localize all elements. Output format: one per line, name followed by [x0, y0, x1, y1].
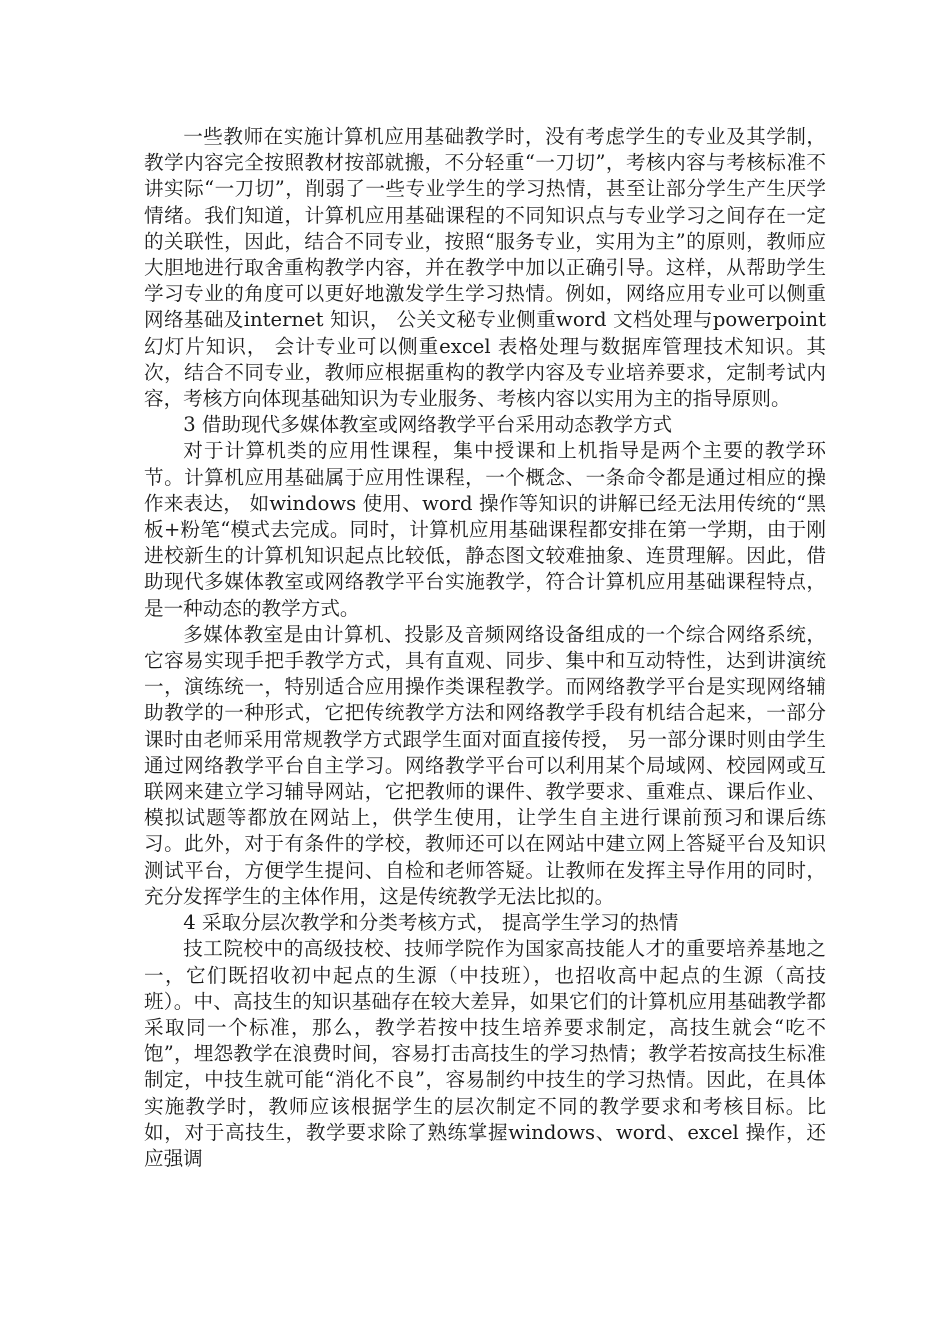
- paragraph: 多媒体教室是由计算机、投影及音频网络设备组成的一个综合网络系统，它容易实现手把手教学方式，具有直观、同步、集中和互动特性，达到讲演统一，演练统一，特别适合应用操作类课程教学。而网络教学平台是实现网络辅助教学的一种形式，它把传统教学方法和网络教学手段有机结合起来，一部分课时由老师采用常规教学方式跟学生面对面直接传授， 另一部分课时则由学生通过网络教学平台自主学习。网络教学平台可以利用某个局域网、校园网或互联网来建立学习辅导网站，它把教师的课件、教学要求、重难点、课后作业、模拟试题等都放在网站上，供学生使用，让学生自主进行课前预习和课后练习。此外，对于有条件的学校，教师还可以在网站中建立网上答疑平台及知识测试平台，方便学生提问、自检和老师答疑。让教师在发挥主导作用的同时，充分发挥学生的主体作用，这是传统教学无法比拟的。: [144, 622, 826, 908]
- document-body: [144, 124, 826, 1172]
- paragraph: 对于计算机类的应用性课程，集中授课和上机指导是两个主要的教学环节。计算机应用基础属于应用性课程，一个概念、一条命令都是通过相应的操作来表达， 如windows 使用、word 操作等知识的讲解已经无法用传统的“黑板+粉笔“模式去完成。同时，计算机应用基础课程都安排在第一学期，由于刚进校新生的计算机知识起点比较低，静态图文较难抽象、连贯理解。因此，借助现代多媒体教室或网络教学平台实施教学，符合计算机应用基础课程特点，是一种动态的教学方式。: [144, 439, 826, 620]
- section-heading: 4 采取分层次教学和分类考核方式， 提高学生学习的热情: [183, 911, 679, 935]
- paragraph: 技工院校中的高级技校、技师学院作为国家高技能人才的重要培养基地之一，它们既招收初中起点的生源（中技班），也招收高中起点的生源（高技班）。中、高技生的知识基础存在较大差异，如果它们的计算机应用基础教学都采取同一个标准，那么，教学若按中技生培养要求制定，高技生就会“吃不饱”，埋怨教学在浪费时间，容易打击高技生的学习热情；教学若按高技生标准制定，中技生就可能“消化不良”，容易制约中技生的学习热情。因此，在具体实施教学时，教师应该根据学生的层次制定不同的教学要求和考核目标。比如，对于高技生，教学要求除了熟练掌握windows、word、excel 操作，还应强调: [144, 937, 826, 1170]
- paragraph: 一些教师在实施计算机应用基础教学时，没有考虑学生的专业及其学制，教学内容完全按照教材按部就搬，不分轻重“一刀切”，考核内容与考核标准不讲实际“一刀切”，削弱了一些专业学生的学习热情，甚至让部分学生产生厌学情绪。我们知道，计算机应用基础课程的不同知识点与专业学习之间存在一定的关联性，因此，结合不同专业，按照“服务专业，实用为主”的原则，教师应大胆地进行取舍重构教学内容，并在教学中加以正确引导。这样，从帮助学生学习专业的角度可以更好地激发学生学习热情。例如，网络应用专业可以侧重网络基础及internet 知识， 公关文秘专业侧重word 文档处理与powerpoint 幻灯片知识， 会计专业可以侧重excel 表格处理与数据库管理技术知识。其次，结合不同专业，教师应根据重构的教学内容及专业培养要求，定制考试内容，考核方向体现基础知识为专业服务、考核内容以实用为主的指导原则。: [144, 125, 826, 411]
- section-heading: 3 借助现代多媒体教室或网络教学平台采用动态教学方式: [183, 413, 673, 437]
